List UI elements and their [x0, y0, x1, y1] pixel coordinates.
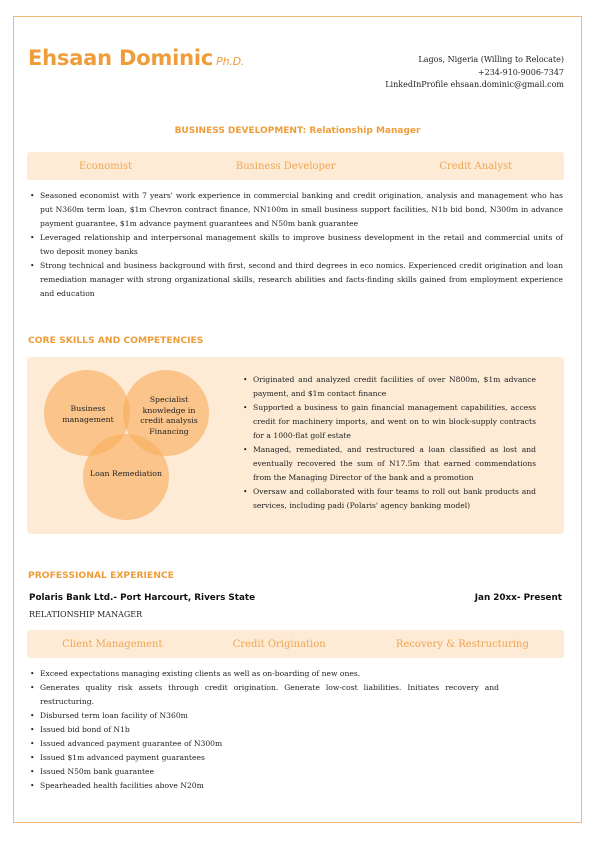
summary-keyword-band: [27, 152, 564, 180]
keyword-credit-origination: Credit Origination: [232, 638, 326, 650]
experience-bullet: • Issued bid bond of N1b: [29, 723, 499, 737]
skills-bullet: • Supported a business to gain financial management capabilities, access credit for machinery imports, and went on to win block-supply contracts for a 1000-flat golf estate: [242, 401, 536, 443]
job-dates: Jan 20xx- Present: [474, 593, 562, 603]
job-company: Polaris Bank Ltd.- Port Harcourt, Rivers State: [29, 593, 256, 603]
skill-label-business: Business management: [62, 404, 114, 424]
skill-label-remediation: Loan Remediation: [90, 469, 162, 478]
summary-bullet: • Strong technical and business background with first, second and third degrees in eco nomics. Experienced credit origination and loan remediation manager with strong organizational skills, research abilities and facts-finding skills gained from employment experience and education: [29, 259, 563, 301]
experience-bullets: [29, 667, 499, 793]
job-role: RELATIONSHIP MANAGER: [29, 610, 143, 619]
experience-bullet: • Disbursed term loan facility of N360m: [29, 709, 499, 723]
keyword-economist: Economist: [78, 160, 133, 172]
name-suffix: Ph.D.: [216, 55, 245, 68]
summary-bullet: • Leveraged relationship and interpersonal management skills to improve business development in the retail and commercial units of two deposit money banks: [29, 231, 563, 259]
experience-bullet: • Issued $1m advanced payment guarantees: [29, 751, 499, 765]
summary-bullet: • Seasoned economist with 7 years' work experience in commercial banking and credit origination, analysis and management who has put N360m term loan, $1m Chevron contract finance, NN100m in small business support facilities, N1b bid bond, N300m in advance payment guarantee, $1m advance payment guarantees and N50m bank guarantee: [29, 189, 563, 231]
skills-bullet: • Oversaw and collaborated with four teams to roll out bank products and services, including padi (Polaris' agency banking model): [242, 485, 536, 513]
contact-linkedin: LinkedInProfile ehsaan.dominic@gmail.com: [385, 80, 564, 89]
core-skills-heading: CORE SKILLS AND COMPETENCIES: [28, 335, 204, 346]
target-role-title: BUSINESS DEVELOPMENT: Relationship Manager: [174, 126, 421, 136]
core-skills-bullets: [242, 373, 536, 513]
experience-bullet: • Spearheaded health facilities above N20m: [29, 779, 499, 793]
skill-label-specialist: Specialist knowledge in credit analysis Financing: [140, 395, 198, 436]
candidate-name: [28, 46, 244, 70]
keyword-client-management: Client Management: [62, 638, 163, 650]
contact-location: Lagos, Nigeria (Willing to Relocate): [418, 55, 564, 64]
experience-heading: PROFESSIONAL EXPERIENCE: [28, 570, 174, 581]
experience-bullet: • Issued N50m bank guarantee: [29, 765, 499, 779]
experience-keyword-band: [27, 630, 564, 658]
experience-bullet: • Issued advanced payment guarantee of N300m: [29, 737, 499, 751]
contact-phone: +234-910-9006-7347: [477, 67, 564, 77]
keyword-recovery-restructuring: Recovery & Restructuring: [395, 638, 529, 650]
keyword-business-developer: Business Developer: [235, 160, 336, 172]
contact-block: [304, 54, 564, 92]
summary-bullets: [29, 189, 563, 301]
experience-bullet: • Exceed expectations managing existing clients as well as on-boarding of new ones.: [29, 667, 499, 681]
experience-bullet: • Generates quality risk assets through credit origination. Generate low-cost liabilities. Initiates recovery and restructuring.: [29, 681, 499, 709]
name-text: Ehsaan Dominic: [28, 46, 214, 70]
core-skills-panel: [27, 357, 564, 534]
skills-bullet: • Originated and analyzed credit facilities of over N800m, $1m advance payment, and $1m contact finance: [242, 373, 536, 401]
skills-bullet: • Managed, remediated, and restructured a loan classified as lost and eventually recovered the sum of N17.5m that earned commendations from the Managing Director of the bank and a promotion: [242, 443, 536, 485]
keyword-credit-analyst: Credit Analyst: [439, 160, 513, 172]
